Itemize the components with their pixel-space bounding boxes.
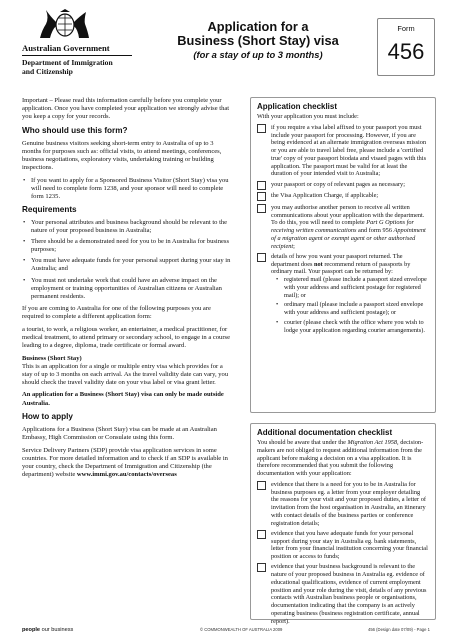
- form-number-box: [377, 18, 435, 76]
- title-subtitle: (for a stay of up to 3 months): [193, 49, 323, 60]
- list-item: • There should be a demonstrated need for you to be in Australia for business purposes;: [22, 238, 234, 254]
- heading-who: Who should use this form?: [22, 125, 128, 135]
- intro-text: Important – Please read this information carefully before you complete your application. Once you have completed your application we strongly advise that you keep a copy for your records.: [22, 97, 230, 121]
- checkbox[interactable]: [257, 204, 266, 213]
- list-item: • registered mail (please include a passport sized envelope with your address and sufficient postage for registered mail); or: [276, 276, 429, 299]
- list-item: • Your personal attributes and business background should be relevant to the nature of your proposed business in Australia;: [22, 219, 234, 235]
- checklist-item: [251, 192, 435, 201]
- outside-australia-notice: An application for a Business (Short Stay) visa can only be made outside Australia.: [22, 391, 224, 407]
- form-label: Form: [397, 24, 415, 33]
- footer-copyright: © COMMONWEALTH OF AUSTRALIA 2009: [200, 627, 283, 632]
- how-text-1: Applications for a Business (Short Stay) visa can be made at an Australian Embassy, High Commission or Consulate using this form.: [22, 426, 217, 442]
- checklist-item: [251, 181, 435, 190]
- checklist-item-text: your passport or copy of relevant pages as necessary;: [271, 180, 405, 188]
- checkbox[interactable]: [257, 253, 266, 262]
- checkbox[interactable]: [257, 563, 266, 572]
- checklist-item: [251, 253, 435, 337]
- how-text-2: Service Delivery Partners (SDP) provide visa application services in some countries. For more detailed information and to check if an SDP is available in your country, check the Department of Immigration and Citizenship (the department) website www.immi.gov.au/contacts/overseas: [22, 446, 228, 478]
- checkbox[interactable]: [257, 124, 266, 133]
- coat-of-arms-icon: [36, 8, 94, 42]
- subheading-business-short-stay: Business (Short Stay): [22, 354, 82, 362]
- checklist-item-text: the Visa Application Charge, if applicable;: [271, 192, 379, 200]
- list-item: • ordinary mail (please include a passport sized envelope with your address and sufficient postage); or: [276, 301, 429, 317]
- checkbox[interactable]: [257, 481, 266, 490]
- list-item: • If you want to apply for a Sponsored Business Visitor (Short Stay) visa you will need to complete form 1238, and your sponsor will need to complete form 1235.: [22, 177, 234, 201]
- additional-documentation-checklist: [250, 423, 436, 625]
- form-number: 456: [387, 39, 425, 64]
- title-line-2: Business (Short Stay) visa: [177, 33, 339, 48]
- checklist-item-text: evidence that you have adequate funds for your personal support during your stay in Australia eg. bank statements, letter from your financial institution concerning your financial position or access to funds;: [271, 529, 428, 561]
- requirements-list: [22, 219, 234, 300]
- purpose-list-text: a tourist, to work, a religious worker, an entertainer, a medical practitioner, for medical treatment, to attend primary or secondary school, to engage in a course leading to a degree, diploma, trade certificate or formal award.: [22, 325, 230, 350]
- who-text: Genuine business visitors seeking short-term entry to Australia of up to 3 months for purposes such as: official visits, to attend meetings, conferences, business negotiations, exploratory visits, undertaking training or building inspections.: [22, 139, 222, 171]
- return-options-list: [271, 276, 429, 334]
- checkbox[interactable]: [257, 530, 266, 539]
- checklist-item: [251, 124, 435, 178]
- government-name: Australian Government: [22, 43, 110, 53]
- business-short-stay-text: This is an application for a single or multiple entry visa which provides for a stay of up to 3 months on each arrival. As the travel validity date can vary, you should check the travel validity date on your visa label or visa grant letter.: [22, 362, 229, 386]
- checklist-item: [251, 563, 435, 625]
- who-list: [22, 177, 234, 201]
- checklist-item: [251, 530, 435, 561]
- checklist-intro: With your application you must include:: [257, 113, 359, 120]
- checklist-item-text: details of how you want your passport returned. The department does not recommend return of passports by ordinary mail. Your passport can be returned by: • registered mail (please include a passport sized envelope with your address and sufficient postage for registered mail); or • ordinary mail (please include a passport sized envelope with your address and sufficient postage); or • courier (please check with the office where you wish to lodge your application regarding courier arrangements).: [271, 253, 429, 337]
- checklist-item-text: you may authorise another person to receive all written communications about your application with the department. To do this, you will need to complete Part G Options for receiving written communications and form 956 Appointment of a migration agent or exempt agent or other authorised recipient;: [271, 203, 426, 250]
- form-title: [168, 20, 348, 61]
- checklist-item-text: if you require a visa label affixed to your passport you must include your passport for processing. However, if you are being evidenced at an alternate immigration overseas mission or you are able to travel label free, please include a 'certified true' copy of your passport biodata and visaed pages with this application. The passport must be valid for at least the duration of your intended visit to Australia;: [271, 123, 427, 178]
- left-column: [22, 97, 234, 484]
- divider: [22, 55, 132, 56]
- checklist-item-text: evidence that your business background is relevant to the nature of your proposed business in Australia eg. evidence of educational qualifications, evidence of current employment position and your role during the visit, details of any previous contacts with Australian business people or organisations, documentation indicating that the company is an actively operating business (business registration certificate, annual report).: [271, 563, 427, 625]
- additional-intro: You should be aware that under the Migration Act 1958, decision-makers are not obliged to request additional information from the applicant before making a decision on a visa application. It is therefore recommended that you submit the following documentation with your application:: [257, 439, 424, 477]
- list-item: • You must have adequate funds for your personal support during your stay in Australia; and: [22, 257, 234, 273]
- website-link[interactable]: www.immi.gov.au/contacts/overseas: [76, 470, 177, 478]
- checklist-title: Application checklist: [257, 102, 338, 111]
- heading-how-to-apply: How to apply: [22, 412, 73, 422]
- footer-page-ref: 456 (Design date 07/09) - Page 1: [368, 627, 430, 632]
- application-checklist: [250, 97, 436, 413]
- checklist-item-text: evidence that there is a need for you to be in Australia for business purposes eg. a letter from your employer detailing the reasons for your visit and your proposed duties, a letter of invitation from the host organisation in Australia, an itinerary with contact details of the business parties or conference registration details;: [271, 480, 426, 527]
- footer-brand: people our business: [22, 627, 74, 633]
- list-item: • courier (please check with the office where you wish to lodge your application regarding courier arrangements).: [276, 319, 429, 335]
- checklist-item: [251, 204, 435, 251]
- list-item: • You must not undertake work that could have an adverse impact on the employment or training opportunities of Australian citizens or Australian permanent residents.: [22, 277, 234, 301]
- checkbox[interactable]: [257, 181, 266, 190]
- department-name: Department of Immigration and Citizenship: [22, 58, 113, 76]
- additional-title: Additional documentation checklist: [257, 428, 393, 437]
- checkbox[interactable]: [257, 192, 266, 201]
- heading-requirements: Requirements: [22, 205, 77, 215]
- checklist-item: [251, 481, 435, 528]
- title-line-1: Application for a: [207, 19, 309, 34]
- different-form-text: If you are coming to Australia for one of the following purposes you are required to complete a different application form:: [22, 305, 211, 321]
